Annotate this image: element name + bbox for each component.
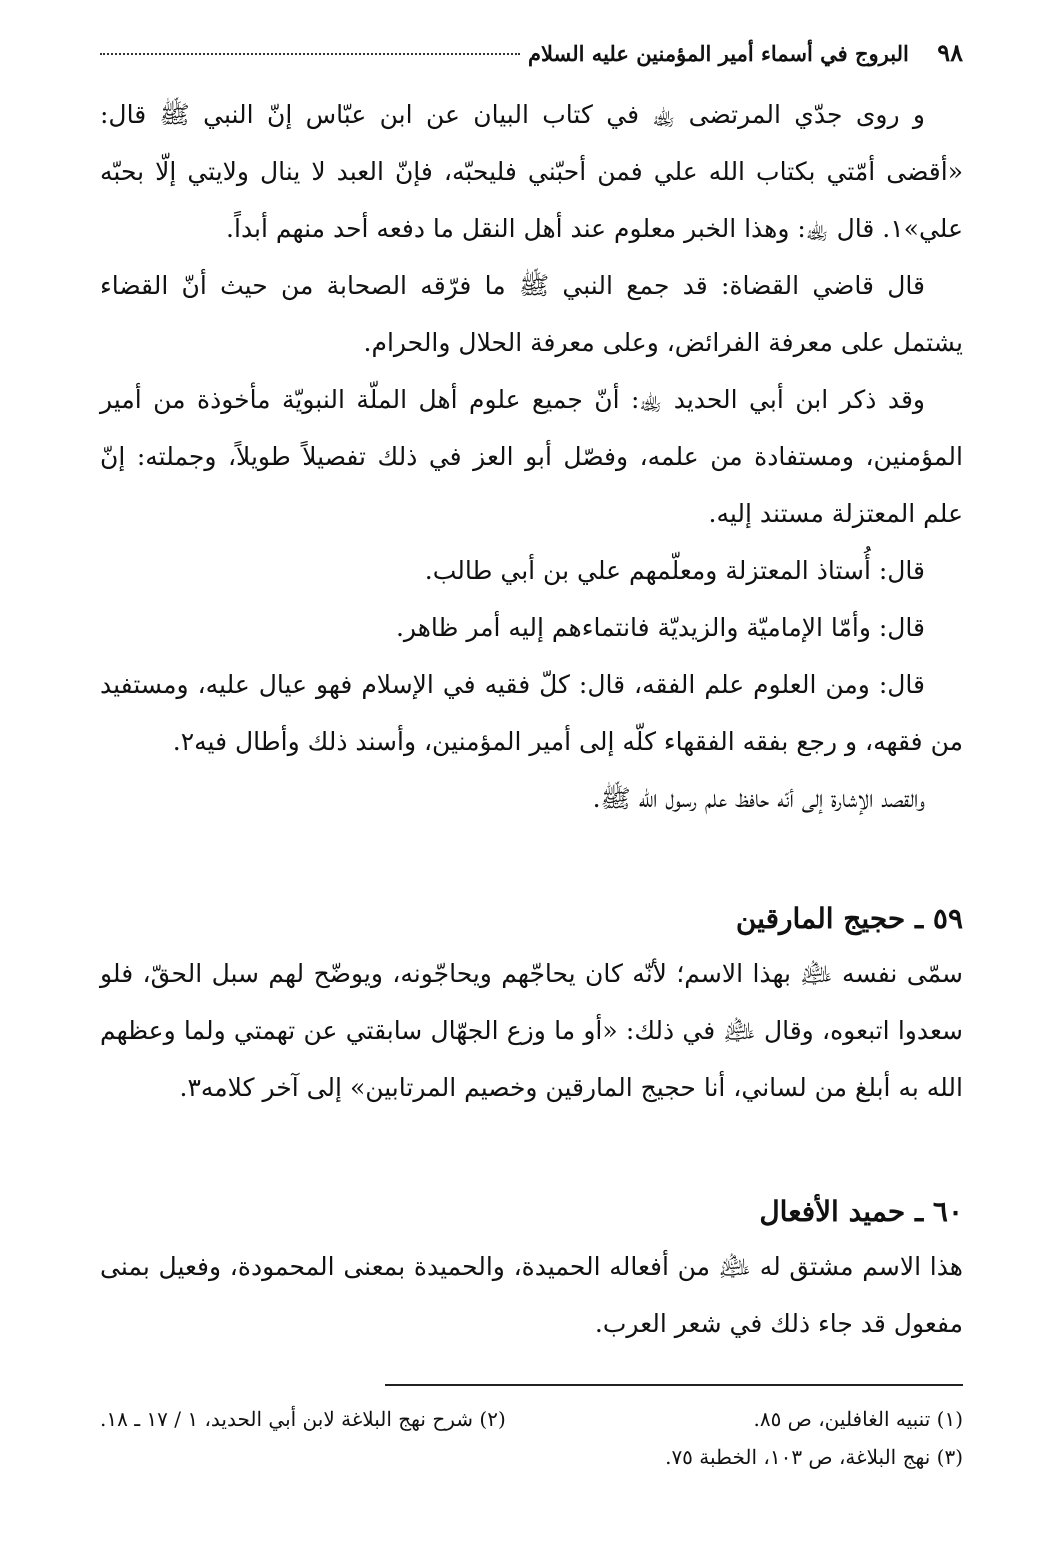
section-60-text: هذا الاسم مشتق له ﵇ من أفعاله الحميدة، والحميدة بمعنى المحمودة، وفعيل بمنى مفعول قد جاء ذلك في شعر العرب. (100, 1252, 963, 1338)
section-59-title: ٥٩ ـ حجيج المارقين (735, 902, 963, 935)
paragraph-4: قال: أُستاذ المعتزلة ومعلّمهم علي بن أبي طالب. (424, 556, 925, 585)
running-title: البروج في أسماء أمير المؤمنين عليه السلام (528, 41, 909, 66)
footnote-3: (٣) نهج البلاغة، ص ١٠٣، الخطبة ٧٥. (665, 1445, 963, 1469)
paragraph-1: و روى جدّي المرتضى ﵀ في كتاب البيان عن ابن عبّاس إنّ النبي ﷺ قال: «أقضى أمّتي بكتاب الله علي فمن أحبّني فليحبّه، فإنّ العبد لا ينال ولايتي إلّا بحبّه علي»١. قال ﵀: وهذا الخبر معلوم عند أهل النقل ما دفعه أحد منهم أبداً. (100, 100, 963, 243)
paragraph-3: وقد ذكر ابن أبي الحديد ﵀: أنّ جميع علوم أهل الملّة النبويّة مأخوذة من أمير المؤمنين، ومستفادة من علمه، وفصّل أبو العز في ذلك تفصيلاً طويلاً، وجملته: إنّ علم المعتزلة مستند إليه. (100, 385, 963, 528)
paragraph-6: قال: ومن العلوم علم الفقه، قال: كلّ فقيه في الإسلام فهو عيال عليه، ومستفيد من فقهه، و رجع بفقه الفقهاء كلّه إلى أمير المؤمنين، وأسند ذلك وأطال فيه٢. (100, 670, 963, 756)
footnote-1: (١) تنبيه الغافلين، ص ٨٥. (753, 1407, 963, 1431)
paragraph-7: والقصد الإشارة إلى أنّه حافظ علم رسول الله ﷺ. (592, 784, 925, 813)
section-59-text: سمّى نفسه ﵇ بهذا الاسم؛ لأنّه كان يحاجّهم ويحاجّونه، ويوضّح لهم سبل الحقّ، فلو سعدوا اتبعوه، وقال ﵇ في ذلك: «أو ما وزع الجهّال سابقتي عن تهمتي ولما وعظهم الله به أبلغ من لساني، أنا حجيج المارقين وخصيم المرتابين» إلى آخر كلامه٣. (100, 959, 963, 1102)
page-number: ٩٨ (937, 38, 963, 67)
page-header (100, 38, 963, 86)
footnote-row-1 (100, 1400, 963, 1438)
footnote-row-2 (100, 1438, 963, 1476)
section-60-title: ٦٠ ـ حميد الأفعال (759, 1195, 963, 1228)
footnote-divider (385, 1384, 963, 1386)
header-dotted-leader (100, 52, 520, 55)
paragraph-5: قال: وأمّا الإماميّة والزيديّة فانتماءهم إليه أمر ظاهر. (395, 613, 925, 642)
paragraph-2: قال قاضي القضاة: قد جمع النبي ﷺ ما فرّقه الصحابة من حيث أنّ القضاء يشتمل على معرفة الفرائض، وعلى معرفة الحلال والحرام. (100, 271, 963, 357)
footnotes (100, 1400, 963, 1476)
running-title-wrap (100, 41, 909, 66)
page-body (100, 86, 963, 1352)
footnote-2: (٢) شرح نهج البلاغة لابن أبي الحديد، ١ / ١٧ ـ ١٨. (100, 1407, 506, 1431)
